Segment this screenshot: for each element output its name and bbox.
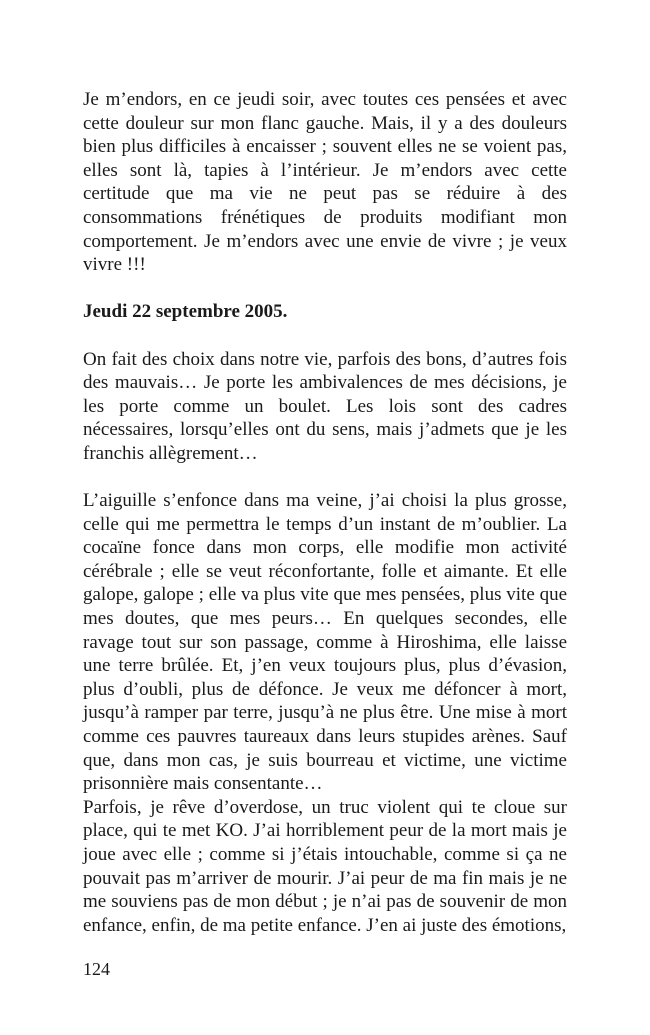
date-heading: Jeudi 22 septembre 2005. [83,301,288,323]
page-number: 124 [83,959,110,979]
paragraph-2: On fait des choix dans notre vie, parfois des bons, d’autres fois des mauvais… Je porte les ambivalences de mes décisions, je les porte comme un boulet. Les lois sont des cadres nécessaires, lorsqu’elles ont du sens, mais j’admets que je les franchis allègrement… [83,348,567,464]
spacer [83,466,567,490]
spacer [83,277,567,301]
paragraph-4: Parfois, je rêve d’overdose, un truc violent qui te cloue sur place, qui te met KO. J’ai horriblement peur de la mort mais je joue avec elle ; comme si j’étais intouchable, comme si ça ne pouvait pas m’arriver de mourir. J’ai peur de ma fin mais je ne me souviens pas de mon début ; je n’ai pas de souvenir de mon enfance, enfin, de ma petite enfance. J’en ai juste des émotions, [83,796,567,936]
spacer [83,324,567,348]
paragraph-3: L’aiguille s’enfonce dans ma veine, j’ai choisi la plus grosse, celle qui me permettra le temps d’un instant de m’oublier. La cocaïne fonce dans mon corps, elle modifie mon activité cérébrale ; elle se veut réconfortante, folle et aimante. Et elle galope, galope ; elle va plus vite que mes pensées, plus vite que mes doutes, que mes peurs… En quelques secondes, elle ravage tout sur son passage, comme à Hiroshima, elle laisse une terre brûlée. Et, j’en veux toujours plus, plus d’évasion, plus d’oubli, plus de défonce. Je veux me défoncer à mort, jusqu’à ramper par terre, jusqu’à ne plus être. Une mise à mort comme ces pauvres taureaux dans leurs stupides arènes. Sauf que, dans mon cas, je suis bourreau et victime, une victime prisonnière mais consentante… [83,490,567,795]
paragraph-1: Je m’endors, en ce jeudi soir, avec toutes ces pensées et avec cette douleur sur mon flanc gauche. Mais, il y a des douleurs bien plus difficiles à encaisser ; souvent elles ne se voient pas, elles sont là, tapies à l’intérieur. Je m’endors avec cette certitude que ma vie ne peut pas se réduire à des consommations frénétiques de produits modifiant mon comportement. Je m’endors avec une envie de vivre ; je veux vivre !!! [83,89,567,276]
page-body [83,88,567,937]
